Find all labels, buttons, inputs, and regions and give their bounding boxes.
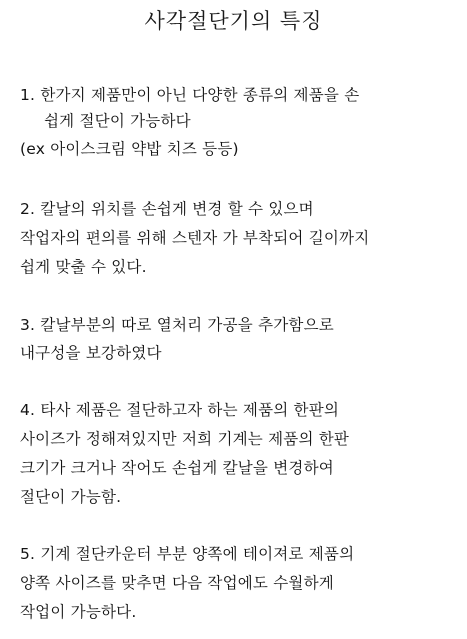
item-5-line-2: 양쪽 사이즈를 맞추면 다음 작업에도 수월하게 xyxy=(20,574,334,592)
document-title: 사각절단기의 특징 xyxy=(144,9,323,33)
item-2-line-1: 2. 칼날의 위치를 손쉽게 변경 할 수 있으며 xyxy=(20,200,314,218)
item-5-line-3: 작업이 가능하다. xyxy=(20,603,137,621)
item-1-line-1: 1. 한가지 제품만이 아닌 다양한 종류의 제품을 손 xyxy=(20,86,360,104)
item-1-line-2: 쉽게 절단이 가능하다 xyxy=(44,112,191,130)
item-1-line-3: (ex 아이스크림 약밥 치즈 등등) xyxy=(20,140,239,158)
item-4-line-1: 4. 타사 제품은 절단하고자 하는 제품의 한판의 xyxy=(20,401,340,419)
item-2-line-2: 작업자의 편의를 위해 스텐자 가 부착되어 길이까지 xyxy=(20,229,370,247)
item-4-line-2: 사이즈가 정해져있지만 저희 기계는 제품의 한판 xyxy=(20,430,350,448)
item-5-line-1: 5. 기계 절단카운터 부분 양쪽에 테이져로 제품의 xyxy=(20,545,355,563)
item-2-line-3: 쉽게 맞출 수 있다. xyxy=(20,258,147,276)
item-3-line-1: 3. 칼날부분의 따로 열처리 가공을 추가함으로 xyxy=(20,316,334,334)
item-3-line-2: 내구성을 보강하였다 xyxy=(20,344,162,362)
item-4-line-3: 크기가 크거나 작어도 손쉽게 칼날을 변경하여 xyxy=(20,459,334,477)
item-4-line-4: 절단이 가능함. xyxy=(20,488,122,506)
